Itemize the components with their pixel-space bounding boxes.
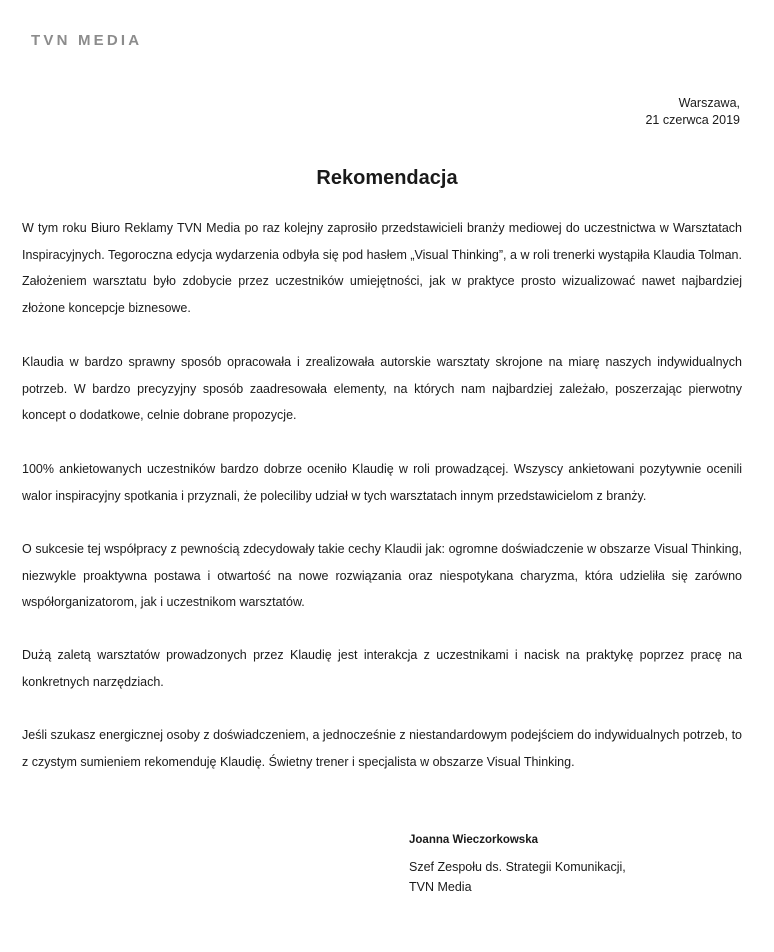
date: 21 czerwca 2019 [645,113,740,127]
logo: TVN MEDIA [31,32,143,49]
signatory-company: TVN Media [409,880,472,894]
signatory-position: Szef Zespołu ds. Strategii Komunikacji, [409,860,626,874]
paragraph-6: Jeśli szukasz energicznej osoby z doświadczeniem, a jednocześnie z niestandardowym podejściem do indywidualnych potrzeb, to z czystym sumieniem rekomenduję Klaudię. Świetny trener i specjalista w obszarze Visual Thinking. [22,728,742,769]
paragraph-2: Klaudia w bardzo sprawny sposób opracowała i zrealizowała autorskie warsztaty skrojone na miarę naszych indywidualnych potrzeb. W bardzo precyzyjny sposób zaadresowała elementy, na których nam najbardziej zależało, poszerzając pierwotny koncept o dodatkowe, celnie dobrane propozycje. [22,355,742,422]
paragraph-4: O sukcesie tej współpracy z pewnością zdecydowały takie cechy Klaudii jak: ogromne doświadczenie w obszarze Visual Thinking, niezwykle proaktywna postawa i otwartość na nowe rozwiązania oraz niespotykana charyzma, która udzieliła się zarówno współorganizatorom, jak i uczestnikom warsztatów. [22,542,742,609]
signature-block [409,832,626,897]
paragraph-5: Dużą zaletą warsztatów prowadzonych przez Klaudię jest interakcja z uczestnikami i nacisk na praktykę poprzez pracę na konkretnych narzędziach. [22,648,742,689]
city: Warszawa, [678,96,740,110]
paragraph-1: W tym roku Biuro Reklamy TVN Media po raz kolejny zaprosiło przedstawicieli branży mediowej do uczestnictwa w Warsztatach Inspiracyjnych. Tegoroczna edycja wydarzenia odbyła się pod hasłem „Visual Thinking”, a w roli trenerki wystąpiła Klaudia Tolman. Założeniem warsztatu było zdobycie przez uczestników umiejętności, jak w praktyce prosto wizualizować nawet najbardziej złożone koncepcje biznesowe. [22,221,742,315]
paragraph-3: 100% ankietowanych uczestników bardzo dobrze oceniło Klaudię w roli prowadzącej. Wszyscy ankietowani pozytywnie ocenili walor inspiracyjny spotkania i przyznali, że poleciliby udział w tych warsztatach innym przedstawicielom z branży. [22,462,742,503]
signatory-name: Joanna Wieczorkowska [409,834,538,846]
document-title: Rekomendacja [316,167,458,189]
place-date [645,95,740,129]
